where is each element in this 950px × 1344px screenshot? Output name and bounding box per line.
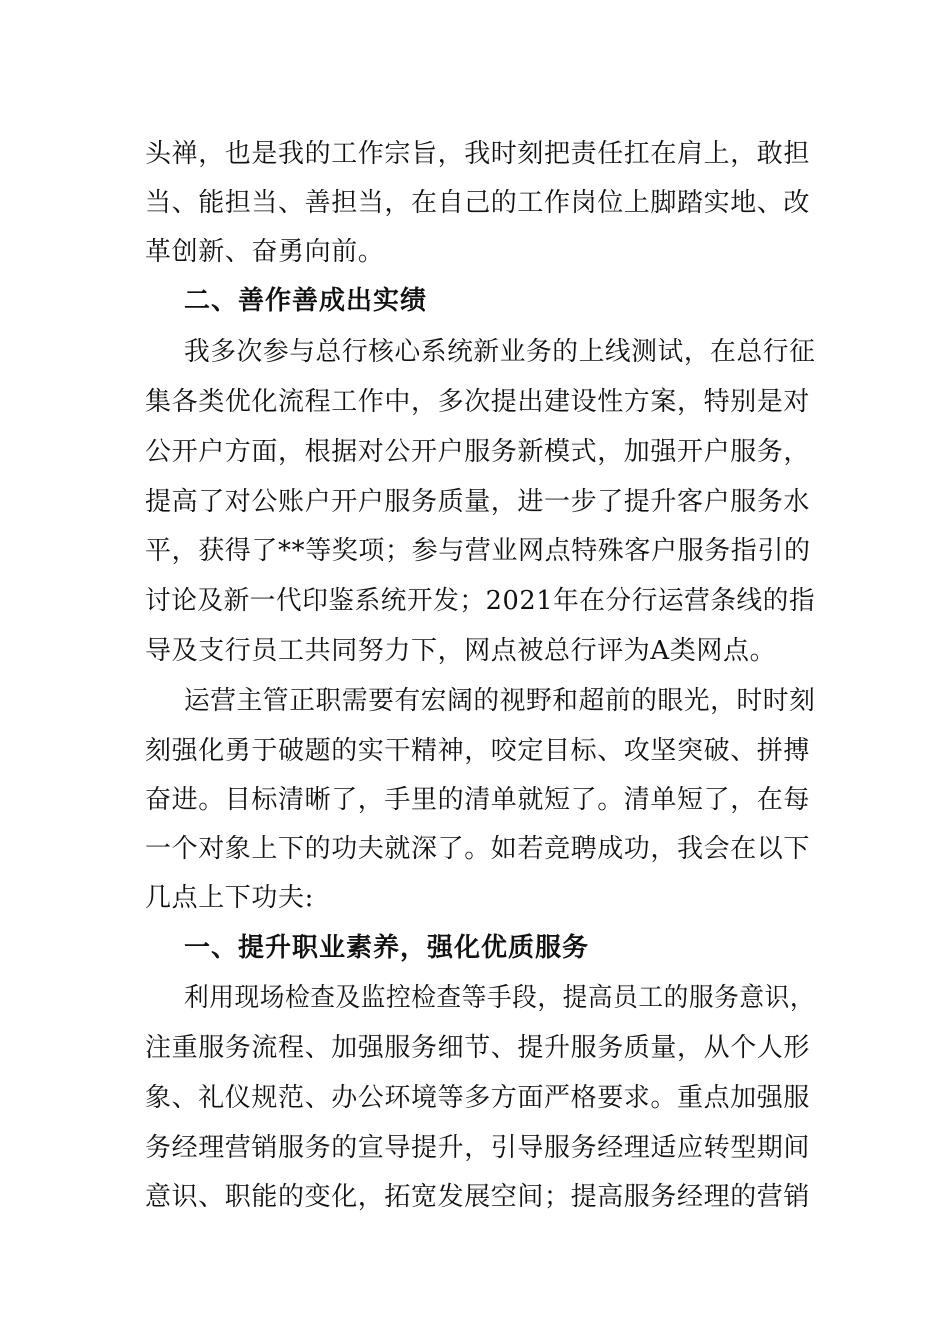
body-line: 集各类优化流程工作中，多次提出建设性方案，特别是对 <box>145 387 811 417</box>
body-line: 一个对象上下的功夫就深了。如若竞聘成功，我会在以下 <box>145 834 811 864</box>
body-line: 意识、职能的变化，拓宽发展空间；提高服务经理的营销 <box>145 1182 811 1212</box>
section-heading: 一、提升职业素养，强化优质服务 <box>184 933 590 963</box>
body-line: 当、能担当、善担当，在自己的工作岗位上脚踏实地、改 <box>145 188 811 218</box>
body-line: 象、礼仪规范、办公环境等多方面严格要求。重点加强服 <box>145 1083 811 1113</box>
body-line: 提高了对公账户开户服务质量，进一步了提升客户服务水 <box>145 487 811 517</box>
body-line: 几点上下功夫: <box>145 883 314 913</box>
body-line: 奋进。目标清晰了，手里的清单就短了。清单短了，在每 <box>145 785 811 815</box>
body-line: 头禅，也是我的工作宗旨，我时刻把责任扛在肩上，敢担 <box>145 139 811 169</box>
paragraph-first-line: 运营主管正职需要有宏阔的视野和超前的眼光，时时刻 <box>184 686 816 716</box>
paragraph-first-line: 我多次参与总行核心系统新业务的上线测试，在总行征 <box>184 337 816 367</box>
body-line: 讨论及新一代印鉴系统开发；2021年在分行运营条线的指 <box>145 586 816 616</box>
body-line: 导及支行员工共同努力下，网点被总行评为A类网点。 <box>145 636 777 666</box>
paragraph-first-line: 利用现场检查及监控检查等手段，提高员工的服务意识， <box>184 983 816 1013</box>
body-line: 注重服务流程、加强服务细节、提升服务质量，从个人形 <box>145 1033 811 1063</box>
section-heading: 二、善作善成出实绩 <box>184 286 428 316</box>
body-line: 务经理营销服务的宣导提升，引导服务经理适应转型期间 <box>145 1133 811 1163</box>
body-line: 公开户方面，根据对公开户服务新模式，加强开户服务， <box>145 437 811 467</box>
body-line: 刻强化勇于破题的实干精神，咬定目标、攻坚突破、拼搏 <box>145 736 811 766</box>
body-line: 平，获得了**等奖项；参与营业网点特殊客户服务指引的 <box>145 536 811 566</box>
body-line: 革创新、奋勇向前。 <box>145 237 385 267</box>
